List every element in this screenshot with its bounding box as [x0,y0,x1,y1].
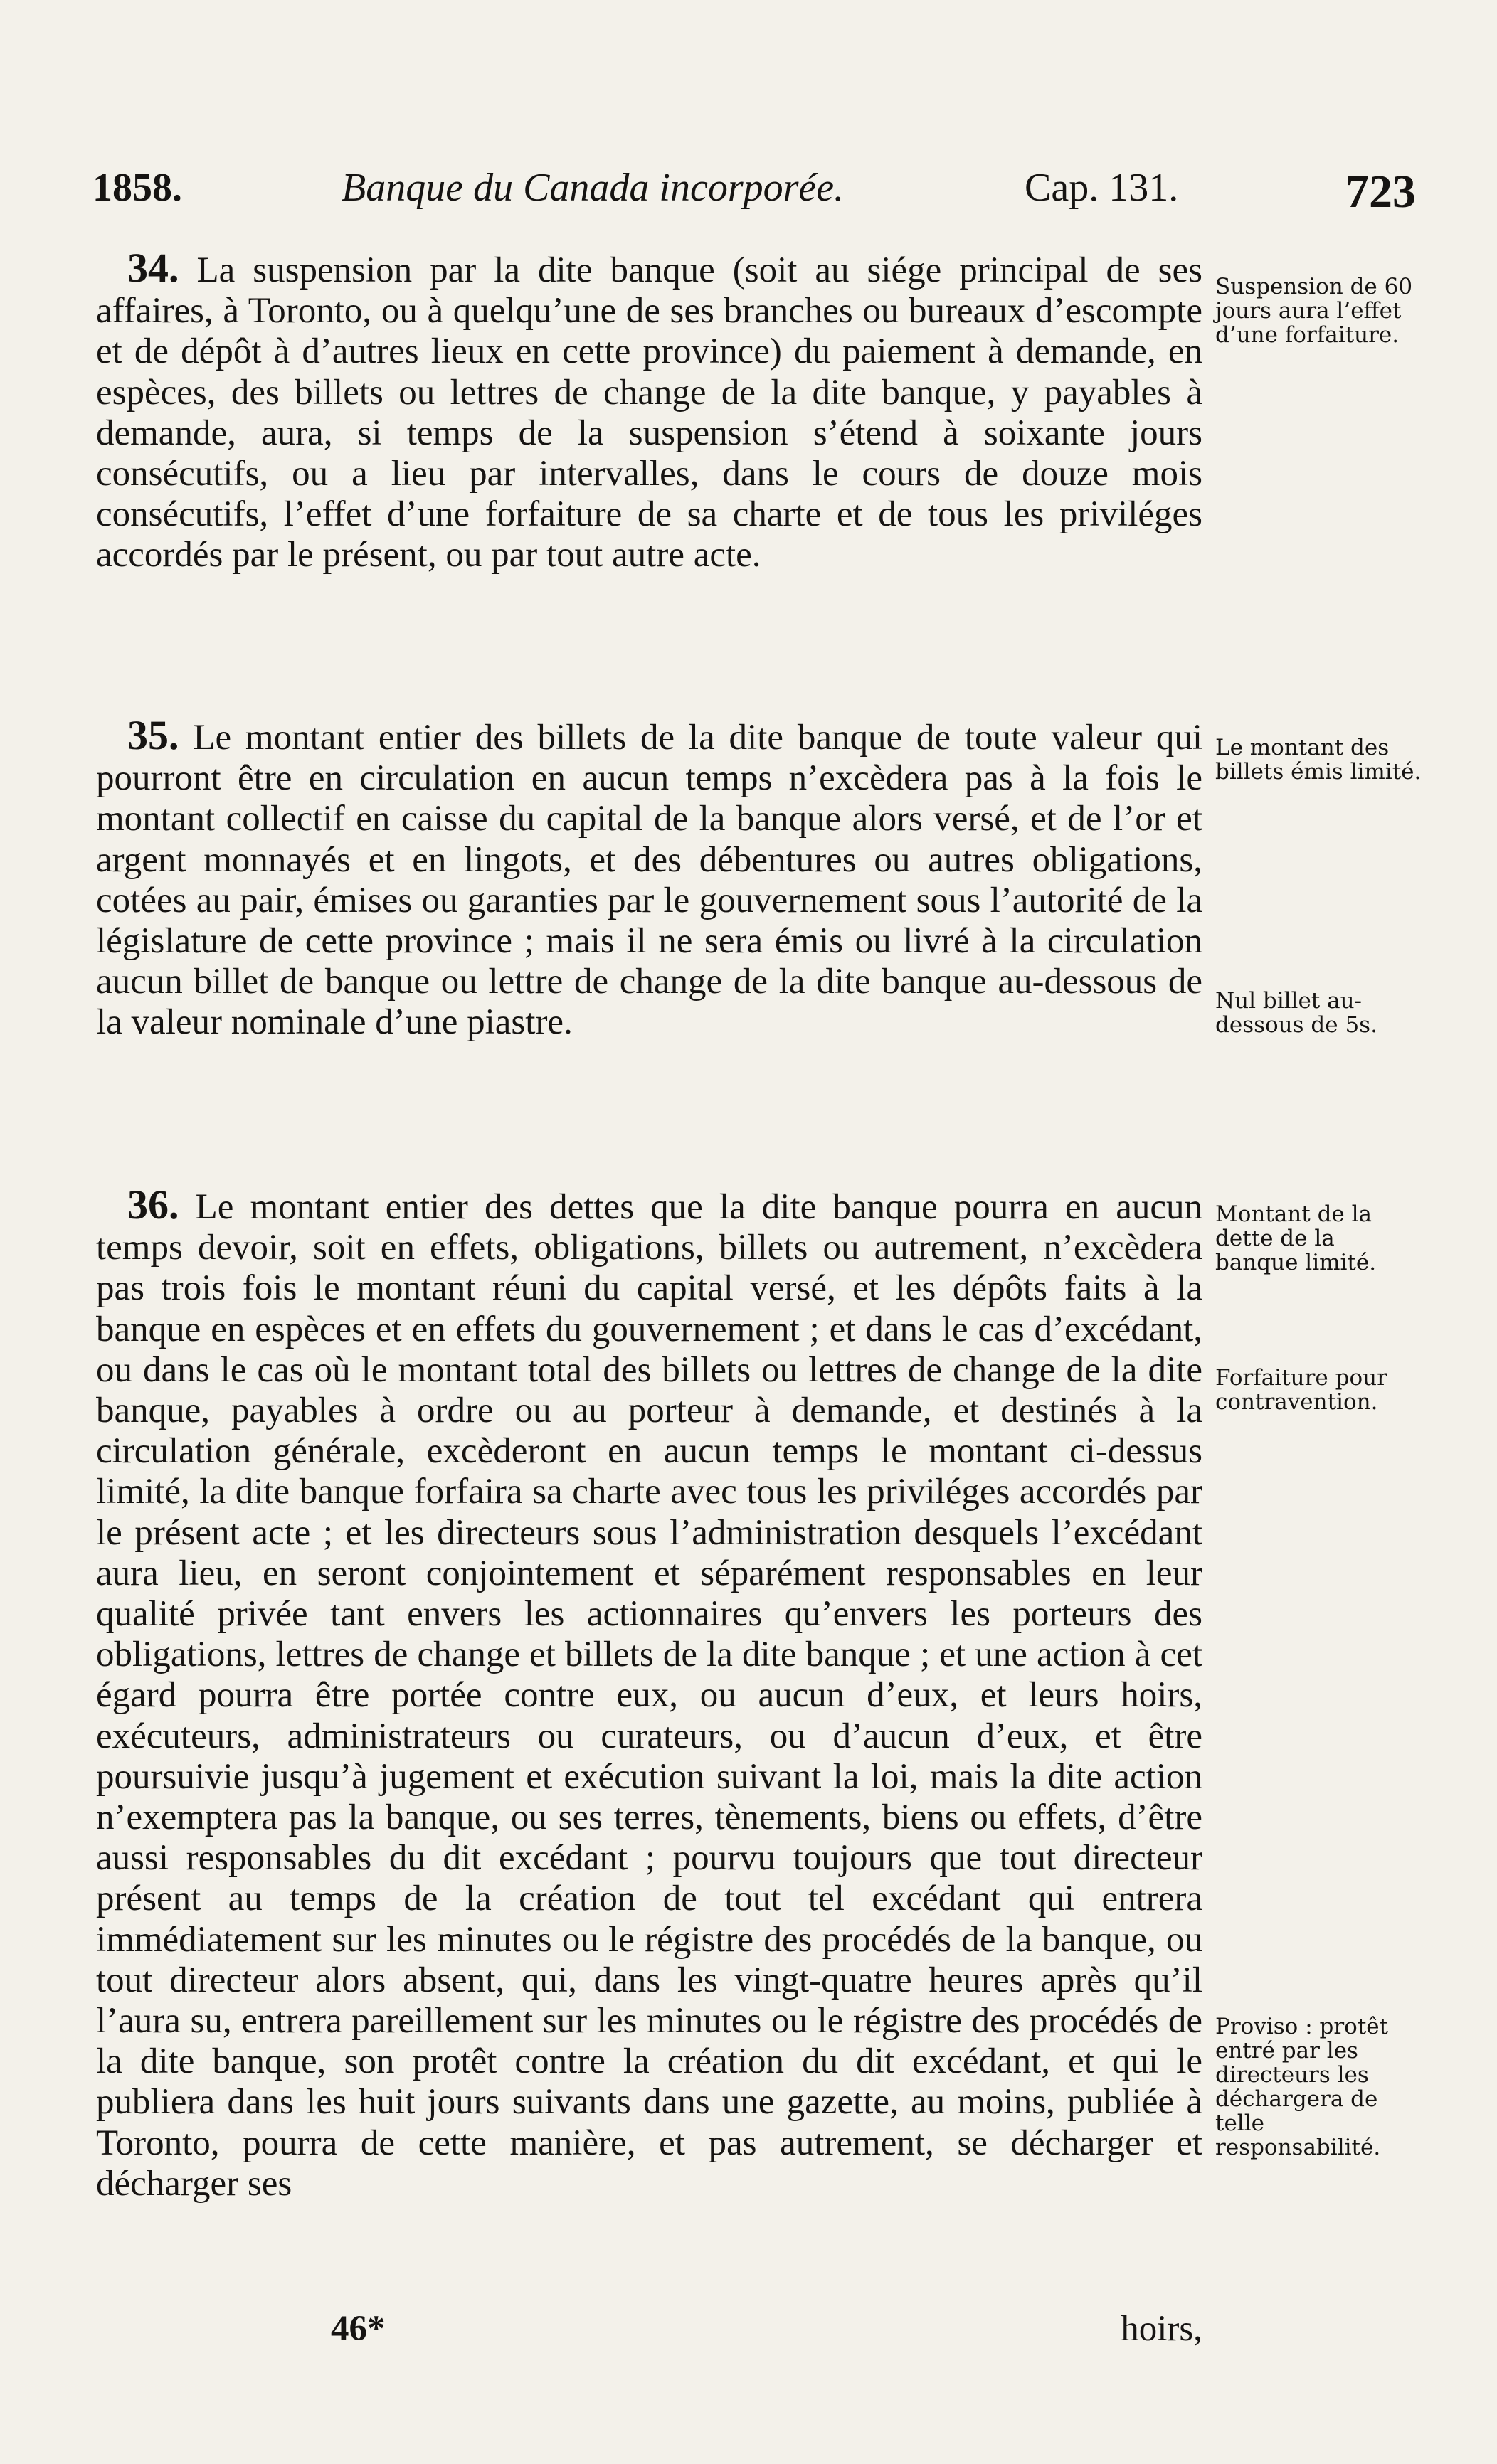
section-34-text: La suspension par la dite banque (soit au siége principal de ses affaires, à Toronto, ou à quelqu’une de ses branches ou bureaux d’escompte et de dépôt à d’autres lieux en cette province) du paiement à demande, en espèces, des billets ou lettres de change de la dite banque, y payables à demande, aura, si temps de la suspension s’étend à soixante jours consécutifs, ou a lieu par intervalles, dans le cours de douze mois consécutifs, l’effet d’une forfaiture de sa charte et de tous les priviléges accordés par le présent, ou par tout autre acte. [96,250,1203,575]
section-34-number: 34. [127,245,179,291]
running-header [92,165,1416,229]
header-year: 1858. [92,166,182,210]
catchword: hoirs, [1121,2309,1202,2349]
section-35-text: Le montant entier des billets de la dite banque de toute valeur qui pourront être en circulation en aucun temps n’excèdera pas à la fois le montant collectif en caisse du capital de la banque alors versé, et de l’or et argent monnayés et en lingots, et des débentures ou autres obligations, cotées au pair, émises ou garanties par le gouvernement sous l’autorité de la législature de cette province ; mais il ne sera émis ou livré à la circulation aucun billet de banque ou lettre de change de la dite banque au-dessous de la valeur nominale d’une piastre. [96,718,1203,1043]
margin-note-34: Suspension de 60 jours aura l’effet d’une forfaiture. [1215,274,1413,348]
margin-note-36c: Proviso : protêt entré par les directeurs les déchargera de telle responsabilité. [1215,2014,1389,2160]
section-35-number: 35. [127,712,179,758]
section-34-paragraph [96,245,1203,576]
signature-mark: 46* [331,2309,386,2349]
margin-note-35b: Nul billet au-dessous de 5s. [1215,988,1377,1038]
page-footer [96,2308,1202,2358]
section-36-text: Le montant entier des dettes que la dite banque pourra en aucun temps devoir, soit en effets, obligations, billets ou autrement, n’excèdera pas trois fois le montant réuni du capital versé, et les dépôts faits à la banque en espèces et en effets du gouvernement ; et dans le cas d’excédant, ou dans le cas où le montant total des billets ou lettres de change de la dite banque, payables à ordre ou au porteur à demande, et destinés à la circulation générale, excèderont en aucun temps le montant ci-dessus limité, la dite banque forfaira sa charte avec tous les priviléges accordés par le présent acte ; et les directeurs sous l’administration desquels l’excédant aura lieu, en seront conjointement et séparément responsables en leur qualité privée tant envers les actionnaires qu’envers les porteurs des obligations, lettres de change et billets de la dite banque ; et une action à cet égard pourra être portée contre eux, ou aucun d’eux, et leurs hoirs, exécuteurs, administrateurs ou curateurs, ou d’aucun d’eux, et être poursuivie jusqu’à jugement et exécution suivant la loi, mais la dite action n’exemptera pas la banque, ou ses terres, tènements, biens ou effets, d’être aussi responsables du dit excédant ; pourvu toujours que tout directeur présent au temps de la création de tout tel excédant qui entrera immédiatement sur les minutes ou le régistre des procédés de la banque, ou tout directeur alors absent, qui, dans les vingt-quatre heures après qu’il l’aura su, entrera pareillement sur les minutes ou le régistre des procédés de la dite banque, son protêt contre la création du dit excédant, et qui le publiera dans les huit jours suivants dans une gazette, au moins, publiée à Toronto, pourra de cette manière, et pas autrement, se décharger et décharger ses [96,1187,1203,2204]
section-36-paragraph [96,1181,1203,2204]
header-title: Banque du Canada incorporée. [342,166,845,210]
section-36-number: 36. [127,1181,179,1228]
section-35-paragraph [96,712,1203,1044]
page-number: 723 [1345,166,1416,218]
margin-note-36a: Montant de la dette de la banque limité. [1215,1201,1377,1275]
margin-note-35a: Le montant des billets émis limité. [1215,735,1422,785]
margin-note-36b: Forfaiture pour contravention. [1215,1365,1387,1415]
header-chapter: Cap. 131. [1025,166,1179,210]
